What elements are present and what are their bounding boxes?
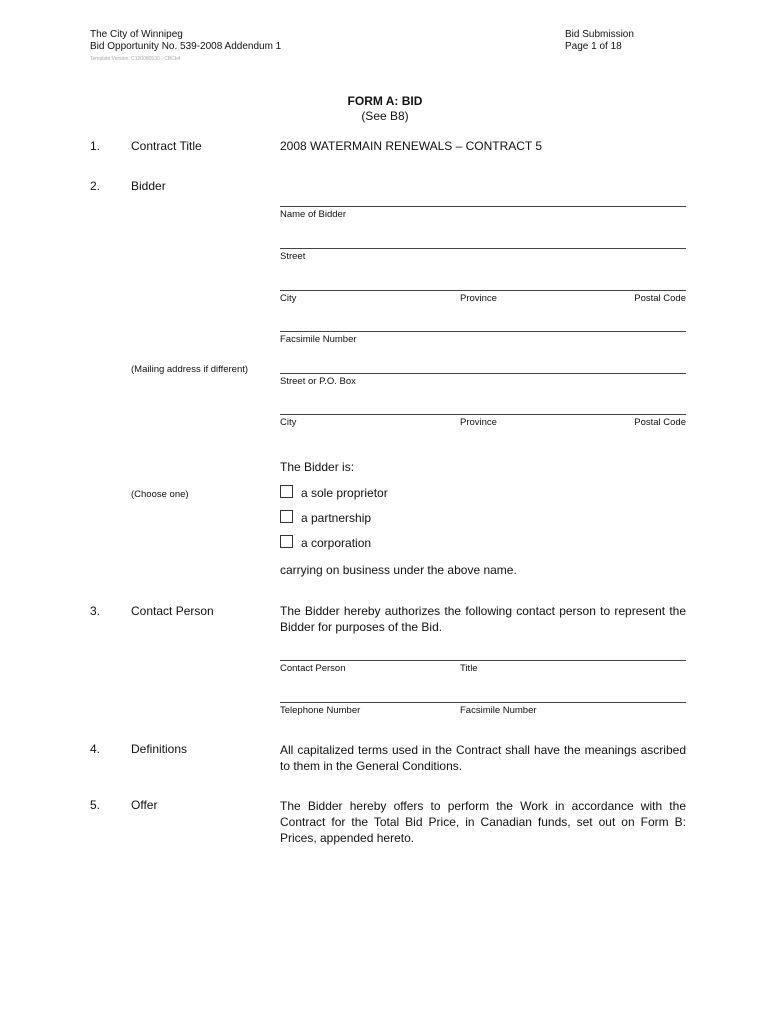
facsimile-caption: Facsimile Number (280, 334, 357, 345)
definitions-text: All capitalized terms used in the Contract shall have the meanings ascribed to them in the General Conditions. (280, 743, 686, 773)
province-caption: Province (460, 293, 497, 304)
street-caption: Street (280, 251, 306, 262)
postal-code2-caption: Postal Code (634, 417, 686, 428)
partnership-label: a partnership (301, 511, 372, 525)
province2-caption: Province (460, 417, 497, 428)
section-5-number: 5. (90, 798, 101, 812)
header-bid-opportunity: Bid Opportunity No. 539-2008 Addendum 1 (90, 41, 282, 52)
facsimile-number-caption: Facsimile Number (460, 705, 537, 716)
header-city: The City of Winnipeg (90, 29, 183, 40)
header-right (565, 29, 634, 53)
name-of-bidder-caption: Name of Bidder (280, 209, 347, 220)
offer-text: The Bidder hereby offers to perform the Work in accordance with the Contract for the Total Bid Price, in Canadian funds, set out on Form B: Prices, appended hereto. (280, 799, 686, 845)
postal-code-caption: Postal Code (634, 293, 686, 304)
section-4-number: 4. (90, 742, 101, 756)
contact-person-caption: Contact Person (280, 663, 346, 674)
header-bid-submission: Bid Submission (565, 29, 634, 40)
contract-title-value: 2008 WATERMAIN RENEWALS – CONTRACT 5 (280, 139, 543, 153)
street-po-box-line[interactable] (280, 373, 686, 374)
name-of-bidder-line[interactable] (280, 206, 686, 207)
form-subtitle: (See B8) (361, 109, 409, 123)
carrying-on-business-text: carrying on business under the above name. (280, 563, 517, 577)
contact-person-title-line[interactable] (280, 660, 686, 661)
section-4-label: Definitions (131, 742, 188, 756)
bidder-is-label: The Bidder is: (280, 460, 355, 474)
contact-person-text: The Bidder hereby authorizes the following contact person to represent the Bidder for purposes of the Bid. (280, 604, 686, 634)
telephone-facsimile-line[interactable] (280, 702, 686, 703)
mailing-address-note: (Mailing address if different) (131, 364, 249, 375)
section-2-number: 2. (90, 179, 101, 193)
telephone-number-caption: Telephone Number (280, 705, 361, 716)
section-3-label: Contact Person (131, 604, 214, 618)
section-3-number: 3. (90, 604, 101, 618)
header-page-number: Page 1 of 18 (565, 41, 622, 52)
section-5-label: Offer (131, 798, 158, 812)
city2-province2-postal2-line[interactable] (280, 414, 686, 415)
corporation-label: a corporation (301, 536, 372, 550)
section-1-number: 1. (90, 139, 101, 153)
facsimile-line[interactable] (280, 331, 686, 332)
street-po-box-caption: Street or P.O. Box (280, 376, 356, 387)
sole-proprietor-checkbox[interactable] (280, 485, 293, 498)
form-title: FORM A: BID (347, 94, 423, 108)
title-caption: Title (460, 663, 478, 674)
template-version: Template Version: C120080530 - CBCb4 (90, 56, 181, 62)
city2-caption: City (280, 417, 297, 428)
section-1-label: Contract Title (131, 139, 202, 153)
sole-proprietor-label: a sole proprietor (301, 486, 388, 500)
city-province-postal-line[interactable] (280, 290, 686, 291)
partnership-checkbox[interactable] (280, 510, 293, 523)
corporation-checkbox[interactable] (280, 535, 293, 548)
street-line[interactable] (280, 248, 686, 249)
header-left (90, 29, 281, 53)
section-2-label: Bidder (131, 179, 166, 193)
city-caption: City (280, 293, 297, 304)
choose-one-note: (Choose one) (131, 489, 189, 500)
